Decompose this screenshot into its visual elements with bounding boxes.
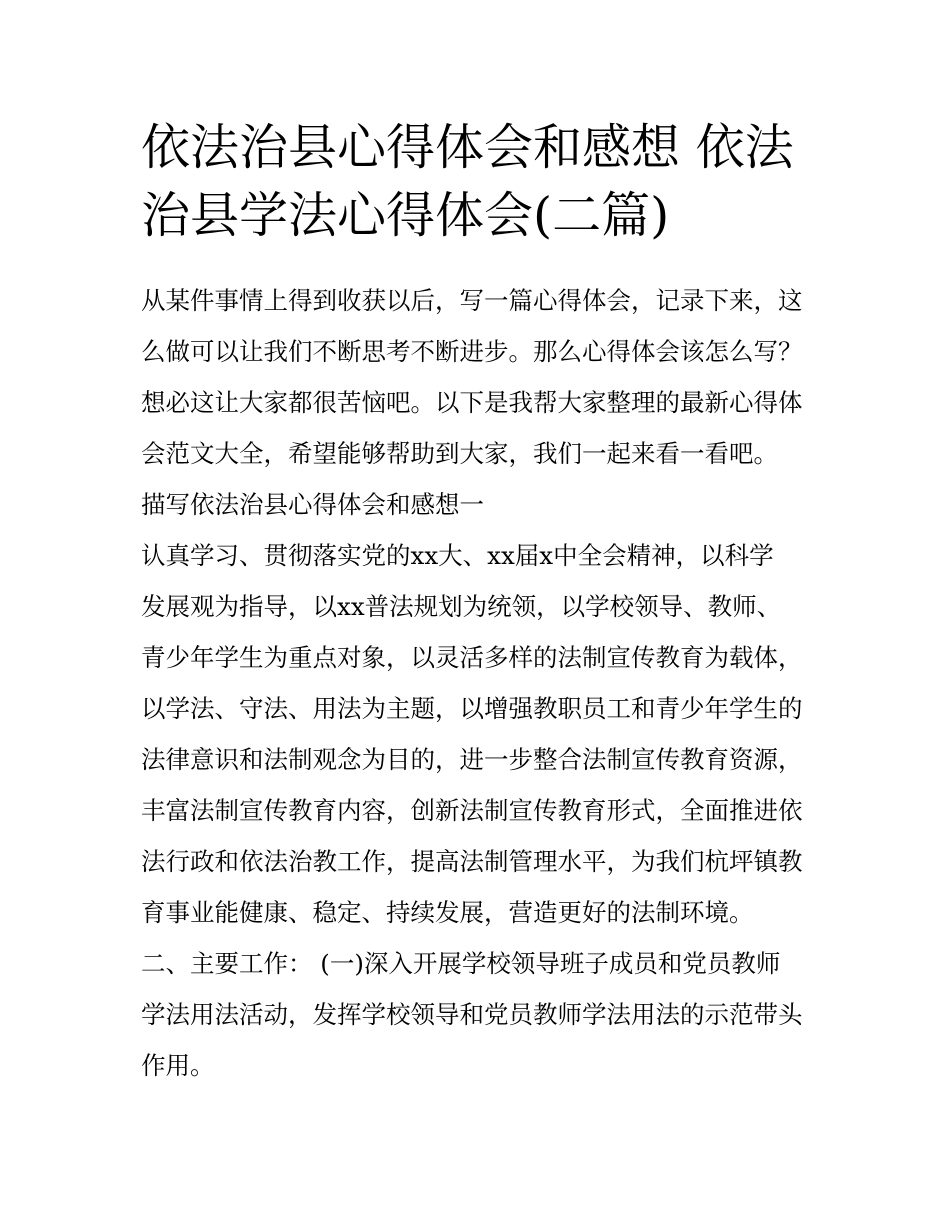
section-heading: 描写依法治县心得体会和感想一 [141,490,484,519]
intro-line: 从某件事情上得到收获以后，写一篇心得体会，记录下来，这 [141,286,803,315]
title-line: 依法治县心得体会和感想 依法 [141,119,794,176]
paragraph-line: 青少年学生为重点对象，以灵活多样的法制宣传教育为载体， [141,643,803,672]
title-line: 治县学法心得体会(二篇) [141,187,670,244]
paragraph-line: 丰富法制宣传教育内容，创新法制宣传教育形式，全面推进依 [141,796,803,825]
intro-line: 么做可以让我们不断思考不断进步。那么心得体会该怎么写？ [141,337,803,366]
intro-line: 会范文大全，希望能够帮助到大家，我们一起来看一看吧。 [141,439,778,468]
paragraph-line: 法律意识和法制观念为目的，进一步整合法制宣传教育资源， [141,745,803,774]
work-item-line: 学法用法活动，发挥学校领导和党员教师学法用法的示范带头 [141,1000,803,1029]
paragraph-line: 法行政和依法治教工作，提高法制管理水平，为我们杭坪镇教 [141,847,803,876]
document-body [141,281,821,1097]
paragraph-line: 育事业能健康、稳定、持续发展，营造更好的法制环境。 [141,898,754,927]
document-title [141,114,821,250]
work-item-line: 二、主要工作： (一)深入开展学校领导班子成员和党员教师 [141,949,781,978]
paragraph-line: 发展观为指导，以xx普法规划为统领，以学校领导、教师、 [141,592,782,621]
paragraph-line: 以学法、守法、用法为主题，以增强教职员工和青少年学生的 [141,694,803,723]
work-item-line: 作用。 [141,1051,215,1080]
paragraph-line: 认真学习、贯彻落实党的xx大、xx届x中全会精神，以科学 [141,541,774,570]
intro-line: 想必这让大家都很苦恼吧。以下是我帮大家整理的最新心得体 [141,388,803,417]
